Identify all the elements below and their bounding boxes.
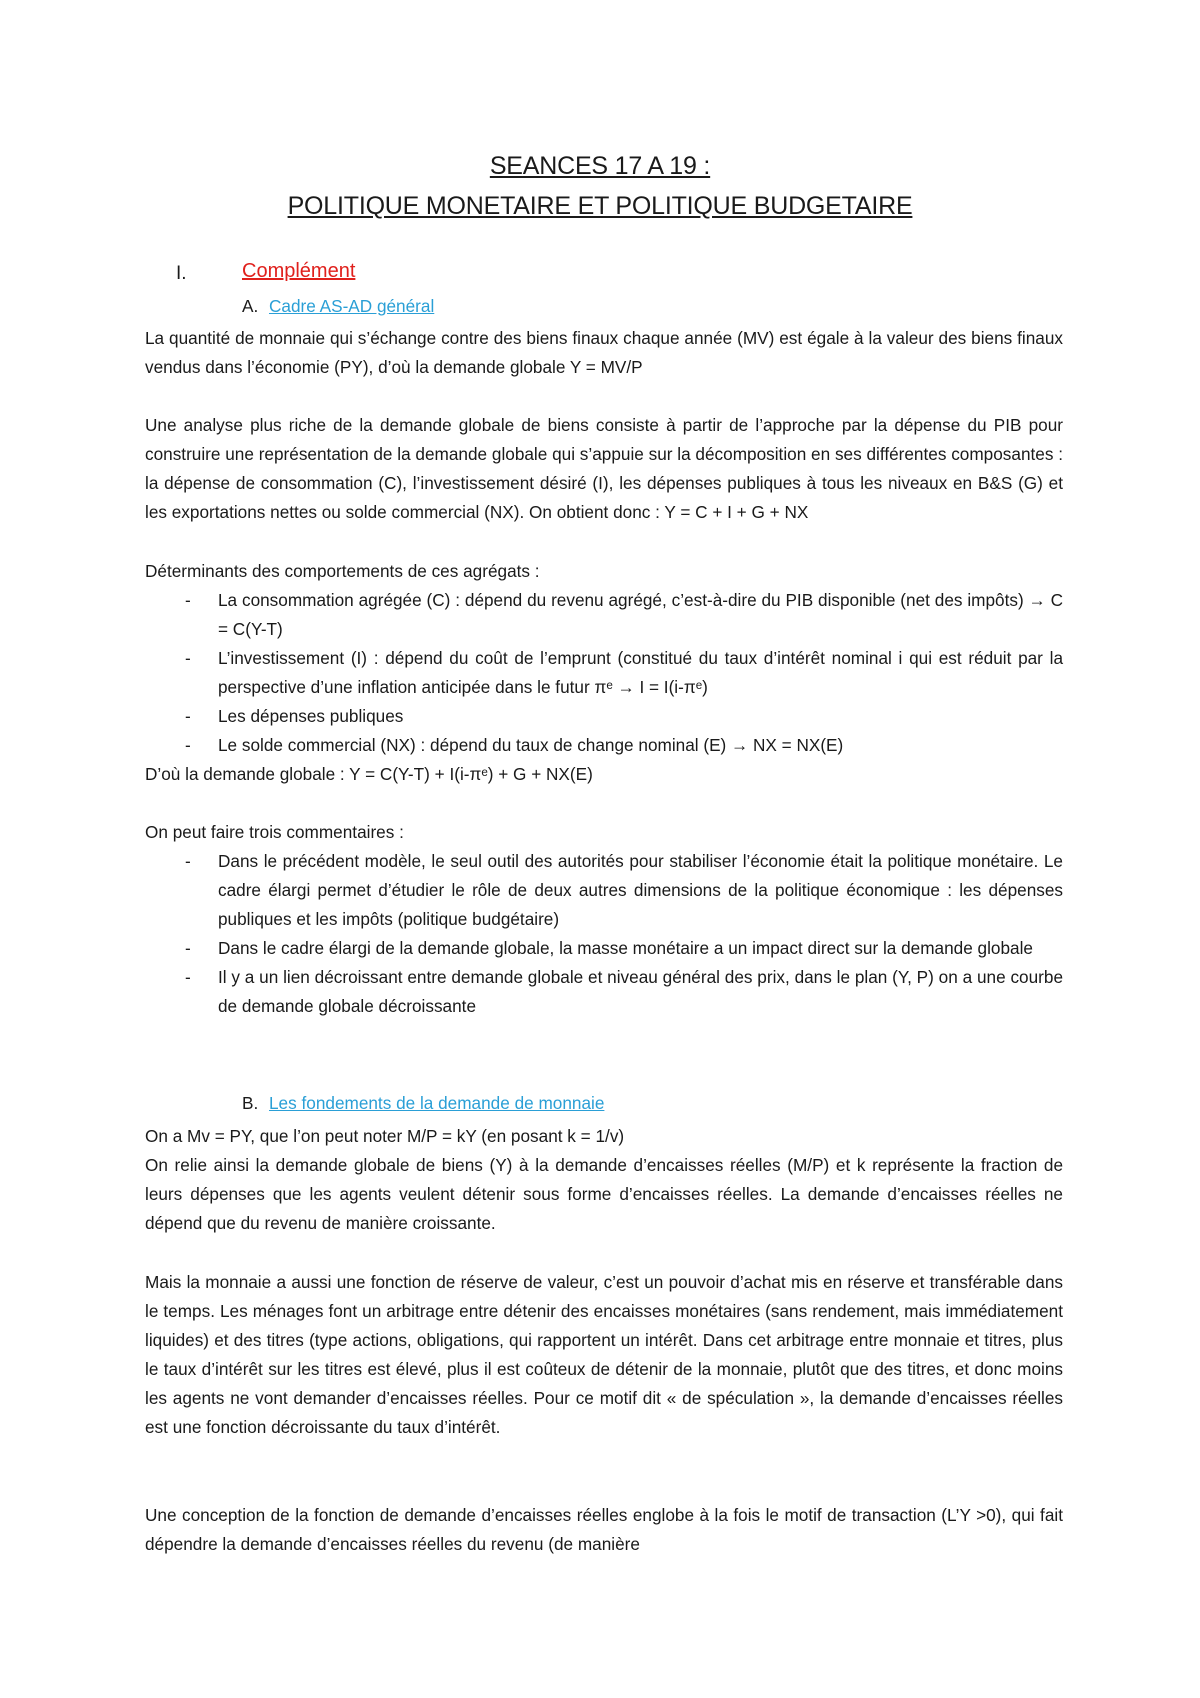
list-item [145, 644, 1063, 702]
bullet-dash: - [185, 938, 191, 958]
title-line-1: SEANCES 17 A 19 : [489, 152, 711, 180]
list-item-text: Il y a un lien décroissant entre demande globale et niveau général des prix, dans le plan (Y, P) on a une courbe de demande globale décroissante [218, 967, 1063, 1016]
list-item [145, 963, 1063, 1021]
list-item [145, 934, 1063, 963]
paragraph-b3: Mais la monnaie a aussi une fonction de réserve de valeur, c’est un pouvoir d’achat mis en réserve et transférable dans le temps. Les ménages font un arbitrage entre détenir des encaisses monétaires (sans rendement, mais immédiatement liquides) et des titres (type actions, obligations, qui rapportent un intérêt. Dans cet arbitrage entre monnaie et titres, plus le taux d’intérêt sur les titres est élevé, plus il est coûteux de détenir de la monnaie, plutôt que des titres, et donc moins les agents ne vont demander d’encaisses réelles. Pour ce motif dit « de spéculation », la demande d’encaisses réelles est une fonction décroissante du taux d’intérêt. [145, 1272, 1063, 1437]
paragraph-a5: On peut faire trois commentaires : [145, 822, 404, 842]
subsection-a-heading: Cadre AS-AD général [269, 296, 435, 316]
bullet-dash: - [185, 648, 191, 668]
bullet-dash: - [185, 706, 191, 726]
subsection-b-letter: B. [242, 1093, 259, 1113]
paragraph-b2: On relie ainsi la demande globale de biens (Y) à la demande d’encaisses réelles (M/P) et k représente la fraction de leurs dépenses que les agents veulent détenir sous forme d’encaisses réelles. La demande d’encaisses réelles ne dépend que du revenu de manière croissante. [145, 1155, 1063, 1233]
paragraph-b4: Une conception de la fonction de demande d’encaisses réelles englobe à la fois le motif de transaction (L’Y >0), qui fait dépendre la demande d’encaisses réelles du revenu (de manière [145, 1505, 1063, 1554]
bullet-dash: - [185, 851, 191, 871]
subsection-b-heading: Les fondements de la demande de monnaie [269, 1093, 605, 1113]
subsection-a-letter: A. [242, 296, 259, 316]
paragraph-a2: Une analyse plus riche de la demande globale de biens consiste à partir de l’approche par la dépense du PIB pour construire une représentation de la demande globale qui s’appuie sur la décomposition en ses différentes composantes : la dépense de consommation (C), l’investissement désiré (I), les dépenses publiques à tous les niveaux en B&S (G) et les exportations nettes ou solde commercial (NX). On obtient donc : Y = C + I + G + NX [145, 415, 1063, 522]
paragraph-a3: Déterminants des comportements de ces agrégats : [145, 561, 540, 581]
paragraph-b1: On a Mv = PY, que l’on peut noter M/P = kY (en posant k = 1/v) [145, 1126, 625, 1146]
list-item-text: Dans le précédent modèle, le seul outil des autorités pour stabiliser l’économie était la politique monétaire. Le cadre élargi permet d’étudier le rôle de deux autres dimensions de la politique économique : les dépenses publiques et les impôts (politique budgétaire) [218, 851, 1063, 929]
comments-list [145, 847, 1063, 1021]
list-item [145, 586, 1063, 644]
list-item-text: L’investissement (I) : dépend du coût de l’emprunt (constitué du taux d’intérêt nominal i qui est réduit par la perspective d’une inflation anticipée dans le futur πᵉ → I = I(i-πᵉ) [218, 648, 1063, 697]
list-item-text: Dans le cadre élargi de la demande globale, la masse monétaire a un impact direct sur la demande globale [218, 938, 1033, 958]
section-numeral: I. [176, 263, 187, 284]
list-item [145, 702, 1063, 731]
list-item-text: La consommation agrégée (C) : dépend du revenu agrégé, c’est-à-dire du PIB disponible (net des impôts) → C = C(Y-T) [218, 590, 1063, 639]
list-item [145, 731, 1063, 760]
list-item-text: Les dépenses publiques [218, 706, 404, 726]
bullet-dash: - [185, 967, 191, 987]
paragraph-a1: La quantité de monnaie qui s’échange contre des biens finaux chaque année (MV) est égale à la valeur des biens finaux vendus dans l’économie (PY), d’où la demande globale Y = MV/P [145, 328, 1063, 377]
bullet-dash: - [185, 735, 191, 755]
list-item [145, 847, 1063, 934]
paragraph-a4: D’où la demande globale : Y = C(Y-T) + I(i-πᵉ) + G + NX(E) [145, 764, 593, 784]
bullet-dash: - [185, 590, 191, 610]
list-item-text: Le solde commercial (NX) : dépend du taux de change nominal (E) → NX = NX(E) [218, 735, 844, 755]
title-line-2: POLITIQUE MONETAIRE ET POLITIQUE BUDGETAIRE [287, 192, 913, 220]
section-heading-complement: Complément [242, 260, 356, 282]
determinants-list [145, 586, 1063, 760]
